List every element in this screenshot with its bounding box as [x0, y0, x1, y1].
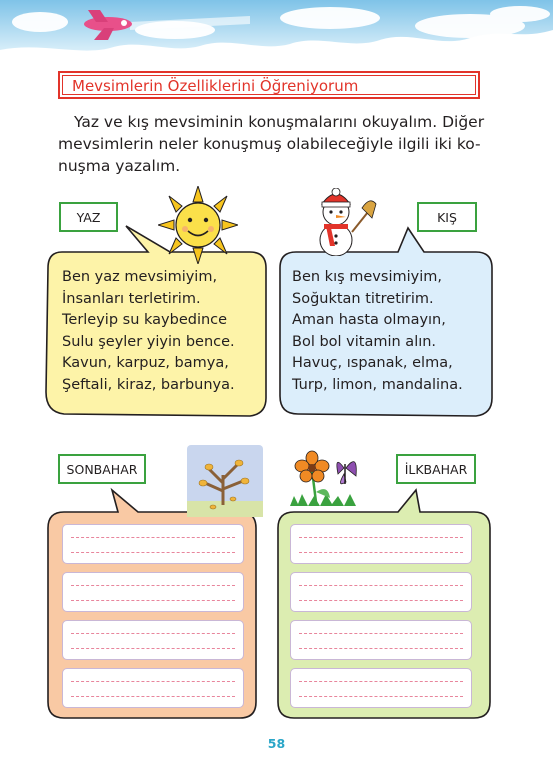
- summer-poem-line: Şeftali, kiraz, barbunya.: [62, 376, 235, 393]
- snowman-icon: [304, 188, 380, 256]
- winter-poem: [292, 267, 463, 396]
- autumn-tree-icon: [187, 445, 263, 517]
- sun-icon: [158, 186, 238, 264]
- summer-label: YAZ: [59, 202, 118, 232]
- winter-label: KIŞ: [417, 202, 477, 232]
- instruction-line-2: mevsimlerin neler konuşmuş olabileceğiyle ilgili iki ko-: [58, 135, 481, 153]
- winter-poem-line: Havuç, ıspanak, elma,: [292, 355, 453, 371]
- instruction-line-1: Yaz ve kış mevsiminin konuşmalarını okuyalım. Diğer: [74, 113, 485, 131]
- butterfly-icon: [337, 462, 356, 484]
- winter-poem-line: Ben kış mevsimiyim,: [292, 269, 442, 285]
- winter-poem-line: Soğuktan titretirim.: [292, 290, 434, 307]
- instruction-line-3: nuşma yazalım.: [58, 157, 181, 175]
- summer-poem-line: Ben yaz mevsimiyim,: [62, 269, 218, 285]
- summer-poem-line: Terleyip su kaybedince: [62, 312, 228, 328]
- page-title: Mevsimlerin Özelliklerini Öğreniyorum: [72, 77, 359, 95]
- autumn-writing-row[interactable]: [62, 572, 244, 612]
- autumn-writing-row[interactable]: [62, 524, 244, 564]
- summer-poem-line: İnsanları terletirim.: [62, 290, 201, 307]
- summer-poem-line: Sulu şeyler yiyin bence.: [62, 333, 235, 350]
- spring-writing-row[interactable]: [290, 668, 472, 708]
- autumn-writing-row[interactable]: [62, 668, 244, 708]
- spring-writing-row[interactable]: [290, 620, 472, 660]
- winter-poem-line: Bol bol vitamin alın.: [292, 333, 437, 350]
- spring-writing-row[interactable]: [290, 524, 472, 564]
- autumn-writing-row[interactable]: [62, 620, 244, 660]
- spring-flower-icon: [290, 448, 360, 506]
- page-number: 58: [267, 736, 286, 751]
- spring-writing-row[interactable]: [290, 572, 472, 612]
- autumn-label: SONBAHAR: [58, 454, 146, 484]
- summer-poem: [62, 267, 235, 396]
- spring-label: İLKBAHAR: [396, 454, 476, 484]
- winter-poem-line: Turp, limon, mandalina.: [292, 376, 463, 393]
- spring-writing-area: [290, 524, 472, 710]
- autumn-writing-area: [62, 524, 244, 710]
- winter-poem-line: Aman hasta olmayın,: [292, 312, 446, 328]
- summer-poem-line: Kavun, karpuz, bamya,: [62, 355, 229, 371]
